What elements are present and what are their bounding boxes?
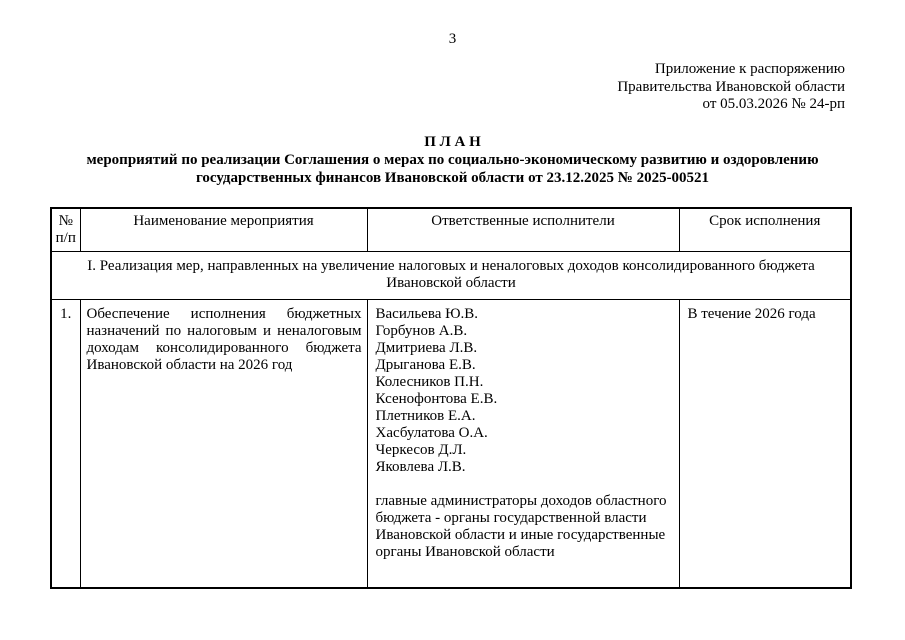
executors-note: главные администраторы доходов областного бюджета - органы государственной власти Ивановской области и иные государственные органы Ивановской области: [375, 493, 667, 560]
executor-name: Дмитриева Л.В.: [375, 340, 478, 356]
plan-table: [50, 207, 852, 589]
executor-name: Плетников Е.А.: [375, 408, 476, 424]
document-title: [0, 133, 905, 187]
measure-cell: Обеспечение исполнения бюджетных назначений по налоговым и неналоговым доходам консолидированного бюджета Ивановской области на 2026 год: [80, 300, 367, 588]
appendix-line: Приложение к распоряжению: [654, 61, 845, 77]
appendix-line: Правительства Ивановской области: [617, 78, 845, 95]
table-row: [51, 300, 851, 588]
executor-name: Дрыганова Е.В.: [375, 357, 476, 373]
title-subtitle: мероприятий по реализации Соглашения о мерах по социально-экономическому развитию и оздоровлению государственных финансов Ивановской области от 23.12.2025 № 2025-00521: [86, 151, 819, 186]
table-header-row: [51, 208, 851, 252]
executor-name: Хасбулатова О.А.: [375, 425, 488, 441]
title-main: П Л А Н: [424, 133, 481, 150]
executors-cell: [367, 300, 679, 588]
executor-name: Колесников П.Н.: [375, 374, 484, 390]
page-number: 3: [448, 31, 457, 47]
section-row: [51, 252, 851, 300]
executor-name: Васильева Ю.В.: [375, 306, 479, 322]
executor-name: Ксенофонтова Е.В.: [375, 391, 498, 407]
header-cell-term: Срок исполнения: [679, 208, 851, 252]
term-cell: В течение 2026 года: [679, 300, 851, 588]
executor-name: Яковлева Л.В.: [375, 459, 466, 475]
appendix-line: от 05.03.2026 № 24-рп: [702, 96, 845, 112]
header-cell-num: № п/п: [51, 208, 80, 252]
header-cell-executors: Ответственные исполнители: [367, 208, 679, 252]
executor-name: Черкесов Д.Л.: [375, 442, 467, 458]
row-number: 1.: [51, 300, 80, 588]
section-title: I. Реализация мер, направленных на увеличение налоговых и неналоговых доходов консолидированного бюджета Ивановской области: [51, 252, 851, 300]
appendix-block: [0, 61, 845, 114]
executor-name: Горбунов А.В.: [375, 323, 468, 339]
header-cell-measure: Наименование мероприятия: [80, 208, 367, 252]
